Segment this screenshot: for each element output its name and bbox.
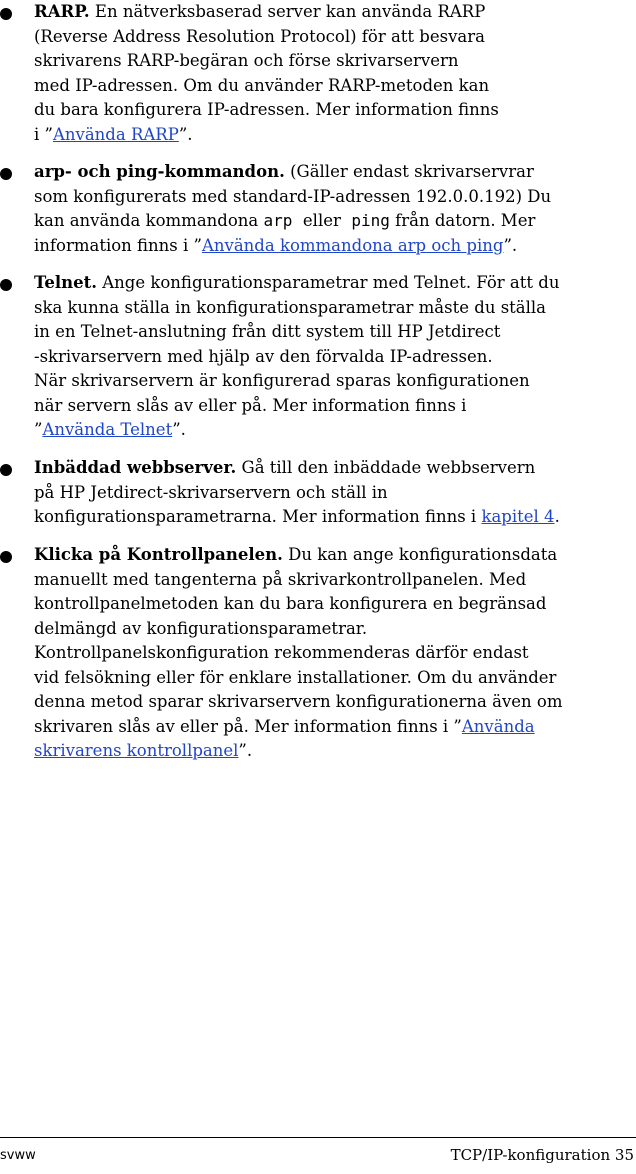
bullet-icon — [0, 168, 12, 180]
item-title: arp- och ping-kommandon. — [34, 162, 285, 181]
list-item-arp-ping: arp- och ping-kommandon. (Gäller endast skrivarservrar som konfigurerats med standard-IP-adressen 192.0.0.192) Du kan använda kommandona arp eller ping från datorn. Mer information finns i ”Använda kommandona arp och ping”. — [0, 160, 636, 258]
item-title: Inbäddad webbserver. — [34, 458, 237, 477]
link-anvanda-telnet[interactable]: Använda Telnet — [42, 420, 173, 439]
link-anvanda-kontrollpanel[interactable]: Använda — [461, 716, 535, 736]
bullet-icon — [0, 279, 12, 291]
list-item-telnet: Telnet. Ange konfigurationsparametrar med Telnet. För att du ska kunna ställa in konfigurationsparametrar måste du ställa in en Telnet-anslutning från ditt system till HP Jetdirect -skrivarservern med hjälp av den förvalda IP-adressen. När skrivarservern är konfigurerad sparas konfigurationen när servern slås av eller på. Mer information finns i ”Använda Telnet”. — [0, 271, 636, 443]
command-arp: arp — [263, 211, 293, 230]
list-item-rarp: RARP. En nätverksbaserad server kan använda RARP (Reverse Address Resolution Protocol) för att besvara skrivarens RARP-begäran och förse skrivarservern med IP-adressen. Om du använder RARP-metoden kan du bara konfigurera IP-adressen. Mer information finns i ”Använda RARP”. — [0, 0, 636, 147]
footer-left: svww — [0, 1148, 36, 1163]
item-title: Telnet. — [34, 273, 98, 292]
footer-page-label: TCP/IP-konfiguration 35 — [450, 1146, 634, 1164]
bullet-icon — [0, 464, 12, 476]
item-title: RARP. — [34, 2, 90, 21]
link-kapitel-4[interactable]: kapitel 4 — [481, 507, 555, 526]
item-title: Klicka på Kontrollpanelen. — [34, 545, 283, 564]
command-ping: ping — [351, 211, 390, 230]
bullet-icon — [0, 8, 12, 20]
list-item-control-panel: Klicka på Kontrollpanelen. Du kan ange konfigurationsdata manuellt med tangenterna på skrivarkontrollpanelen. Med kontrollpanelmetoden kan du bara konfigurera en begränsad delmängd av konfigurationsparametrar. Kontrollpanelskonfiguration rekommenderas därför endast vid felsökning eller för enklare installationer. Om du använder denna metod sparar skrivarservern konfigurationerna även om skrivaren slås av eller på. Mer information finns i ”Använda skrivarens kontrollpanel”. — [0, 543, 636, 764]
bullet-icon — [0, 551, 12, 563]
link-anvanda-arp-ping[interactable]: Använda kommandona arp och ping — [201, 235, 504, 255]
footer-divider — [0, 1137, 636, 1138]
list-item-embedded-web-server: Inbäddad webbserver. Gå till den inbäddade webbservern på HP Jetdirect-skrivarservern och ställ in konfigurationsparametrarna. Mer information finns i kapitel 4. — [0, 456, 636, 530]
link-anvanda-kontrollpanel-cont[interactable]: skrivarens kontrollpanel — [34, 741, 239, 760]
link-anvanda-rarp[interactable]: Använda RARP — [52, 124, 179, 144]
